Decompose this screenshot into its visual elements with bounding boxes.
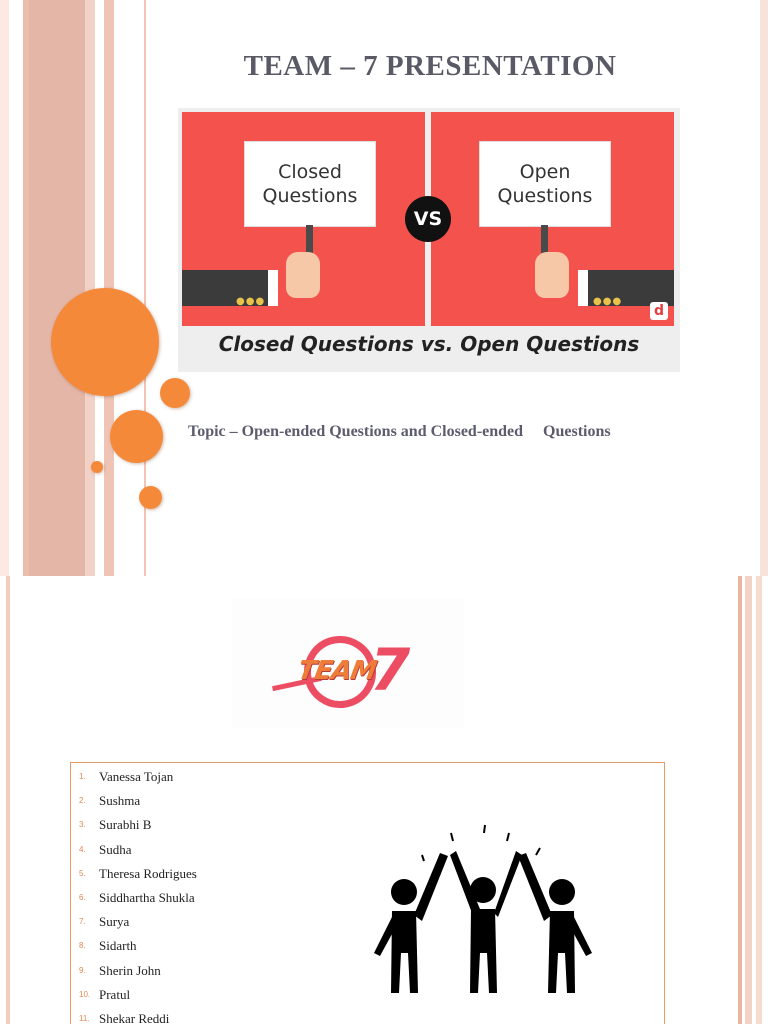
thumbs-up-hand-icon [535,252,569,298]
shirt-cuff [578,270,588,306]
members-slide [0,576,768,1024]
members-box [70,762,665,1024]
cufflink-icon: ●●● [236,296,266,307]
decorative-circle [160,378,190,408]
cufflink-icon: ●●● [593,296,623,307]
decorative-stripe [29,0,85,576]
decorative-stripe [760,0,768,576]
member-name: Shekar Reddi [99,1010,170,1024]
logo-text: TEAM [295,656,379,686]
thumbs-up-hand-icon [286,252,320,298]
brand-logo-icon: d [650,302,668,320]
topic-text: Topic – Open-ended Questions and Closed-ended Questions [188,423,611,440]
decorative-stripe [0,0,9,576]
decorative-circle-large [51,288,159,396]
list-item-number: 4. [79,844,86,854]
closed-panel [182,112,425,326]
decorative-circle [110,410,163,463]
decorative-circle-small [91,461,103,473]
list-item-number: 6. [79,892,86,902]
decorative-stripe [756,576,762,1024]
open-questions-sign: Open Questions [479,141,611,227]
list-item-number: 11. [79,1013,90,1023]
closed-vs-open-image [178,108,680,372]
member-name: Sidarth [99,938,137,954]
closed-questions-sign: Closed Questions [244,141,376,227]
vs-badge: VS [405,196,451,242]
member-name: Theresa Rodrigues [99,865,197,881]
member-name: Sudha [99,841,132,857]
banner-caption: Closed Questions vs. Open Questions [218,332,640,356]
decorative-stripe [6,576,10,1024]
member-name: Sushma [99,793,141,809]
decorative-stripe [85,0,95,576]
decorative-stripe [745,576,752,1024]
list-item-number: 8. [79,941,86,951]
open-panel [431,112,674,326]
member-name: Pratul [99,986,131,1002]
list-item-number: 5. [79,868,86,878]
member-name: Siddhartha Shukla [99,889,195,905]
team-high-five-icon [356,793,606,1024]
list-item-number: 3. [79,820,86,830]
list-item-number: 10. [79,989,91,999]
team-7-logo [232,598,464,728]
decorative-stripe [738,576,742,1024]
list-item-number: 7. [79,917,86,927]
list-item-number: 1. [79,772,86,781]
shirt-cuff [268,270,278,306]
member-name: Surya [99,914,130,930]
member-name: Surabhi B [99,817,152,833]
decorative-circle [139,486,162,509]
list-item-number: 9. [79,965,86,975]
list-item-number: 2. [79,796,86,806]
logo-number: 7 [370,636,411,704]
member-name: Sherin John [99,962,161,978]
member-name: Vanessa Tojan [99,769,174,784]
slide-title: TEAM – 7 PRESENTATION [243,50,617,82]
